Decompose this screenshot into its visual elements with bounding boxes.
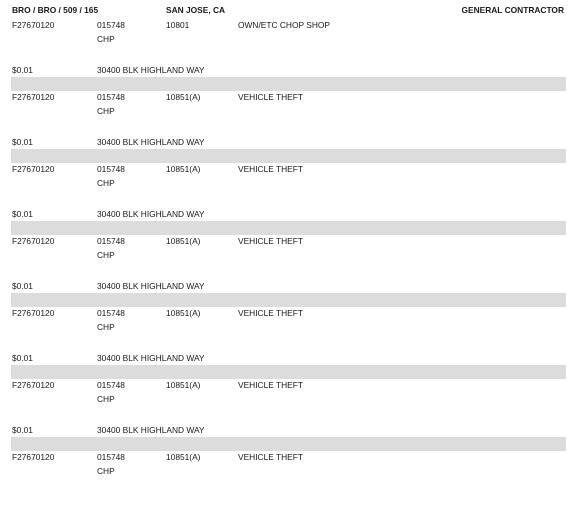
amount: $0.01 [12, 137, 33, 147]
case-number: F27670120 [12, 164, 55, 174]
case-number: F27670120 [12, 92, 55, 102]
record-row [0, 163, 580, 235]
record-id: 015748 [97, 92, 125, 102]
amount: $0.01 [12, 281, 33, 291]
row-separator-band [11, 221, 566, 235]
record-row [0, 91, 580, 163]
row-separator-band [11, 437, 566, 451]
row-separator-band [11, 149, 566, 163]
amount: $0.01 [12, 353, 33, 363]
record-id: 015748 [97, 236, 125, 246]
address: 30400 BLK HIGHLAND WAY [97, 425, 205, 435]
violation-description: VEHICLE THEFT [238, 164, 303, 174]
address: 30400 BLK HIGHLAND WAY [97, 353, 205, 363]
violation-code: 10851(A) [166, 164, 201, 174]
case-number: F27670120 [12, 236, 55, 246]
violation-code: 10851(A) [166, 236, 201, 246]
record-row [0, 379, 580, 451]
violation-description: VEHICLE THEFT [238, 92, 303, 102]
address: 30400 BLK HIGHLAND WAY [97, 65, 205, 75]
address: 30400 BLK HIGHLAND WAY [97, 281, 205, 291]
agency: CHP [97, 322, 115, 332]
record-id: 015748 [97, 20, 125, 30]
row-separator-band [11, 365, 566, 379]
header-role: GENERAL CONTRACTOR [461, 5, 564, 15]
amount: $0.01 [12, 425, 33, 435]
violation-description: OWN/ETC CHOP SHOP [238, 20, 330, 30]
violation-code: 10801 [166, 20, 190, 30]
agency: CHP [97, 34, 115, 44]
violation-description: VEHICLE THEFT [238, 308, 303, 318]
violation-description: VEHICLE THEFT [238, 380, 303, 390]
record-id: 015748 [97, 308, 125, 318]
header-code: BRO / BRO / 509 / 165 [12, 5, 99, 15]
records-list [0, 19, 580, 523]
amount: $0.01 [12, 65, 33, 75]
address: 30400 BLK HIGHLAND WAY [97, 209, 205, 219]
record-id: 015748 [97, 164, 125, 174]
violation-description: VEHICLE THEFT [238, 452, 303, 462]
record-id: 015748 [97, 380, 125, 390]
header-location: SAN JOSE, CA [166, 5, 226, 15]
violation-code: 10851(A) [166, 380, 201, 390]
case-number: F27670120 [12, 380, 55, 390]
record-row [0, 451, 580, 523]
agency: CHP [97, 178, 115, 188]
record-row [0, 19, 580, 91]
agency: CHP [97, 106, 115, 116]
violation-code: 10851(A) [166, 92, 201, 102]
row-separator-band [11, 77, 566, 91]
case-number: F27670120 [12, 308, 55, 318]
record-row [0, 307, 580, 379]
address: 30400 BLK HIGHLAND WAY [97, 137, 205, 147]
agency: CHP [97, 394, 115, 404]
violation-code: 10851(A) [166, 452, 201, 462]
row-separator-band [11, 293, 566, 307]
violation-description: VEHICLE THEFT [238, 236, 303, 246]
agency: CHP [97, 466, 115, 476]
record-id: 015748 [97, 452, 125, 462]
violation-code: 10851(A) [166, 308, 201, 318]
document-header [0, 5, 580, 17]
case-number: F27670120 [12, 20, 55, 30]
record-row [0, 235, 580, 307]
amount: $0.01 [12, 209, 33, 219]
agency: CHP [97, 250, 115, 260]
case-number: F27670120 [12, 452, 55, 462]
